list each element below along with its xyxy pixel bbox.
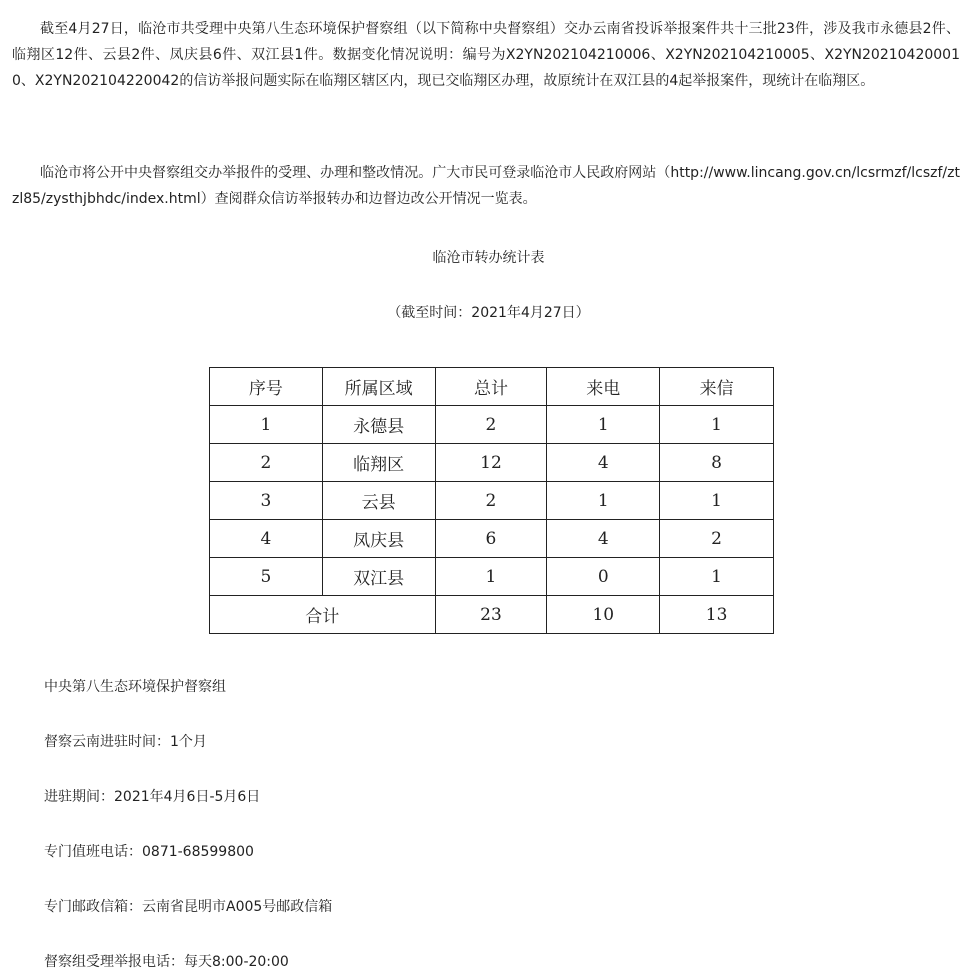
table-total-row — [210, 596, 774, 634]
hotline-value: 0871-68599800 — [142, 844, 254, 860]
group-name-text: 中央第八生态环境保护督察组 — [44, 679, 226, 695]
total-label: 合计 — [210, 596, 436, 634]
report-phone-value: 每天8:00-20:00 — [184, 954, 289, 970]
cell-region: 永德县 — [322, 406, 435, 444]
statistics-table — [209, 367, 774, 634]
cell-total: 6 — [435, 520, 547, 558]
total-calls: 10 — [547, 596, 660, 634]
cell-calls: 1 — [547, 482, 660, 520]
cell-letters: 1 — [660, 406, 774, 444]
cell-calls: 1 — [547, 406, 660, 444]
cell-calls: 4 — [547, 444, 660, 482]
report-phone-label: 督察组受理举报电话： — [44, 954, 184, 970]
table-subtitle: （截至时间：2021年4月27日） — [387, 305, 590, 321]
cell-letters: 8 — [660, 444, 774, 482]
total-sum: 23 — [435, 596, 547, 634]
cell-total: 2 — [435, 406, 547, 444]
cell-region: 临翔区 — [322, 444, 435, 482]
cell-index: 4 — [210, 520, 323, 558]
table-title: 临沧市转办统计表 — [432, 250, 545, 266]
duration-value: 1个月 — [170, 734, 207, 750]
cell-index: 2 — [210, 444, 323, 482]
cell-index: 5 — [210, 558, 323, 596]
mailbox-label: 专门邮政信箱： — [44, 899, 142, 915]
header-total: 总计 — [435, 368, 547, 406]
cell-region: 双江县 — [322, 558, 435, 596]
cell-total: 2 — [435, 482, 547, 520]
header-calls: 来电 — [547, 368, 660, 406]
cell-total: 12 — [435, 444, 547, 482]
cell-letters: 2 — [660, 520, 774, 558]
inspection-group-name — [44, 676, 226, 696]
cell-region: 云县 — [322, 482, 435, 520]
website-paragraph: 临沧市将公开中央督察组交办举报件的受理、办理和整改情况。广大市民可登录临沧市人民政府网站（http://www.lincang.gov.cn/lcsrmzf/lcszf/ztzl85/zysthjbhdc/index.html）查阅群众信访举报转办和边督边改公开情况一览表。 — [12, 165, 960, 207]
table-row — [210, 558, 774, 596]
table-row — [210, 482, 774, 520]
cell-letters: 1 — [660, 482, 774, 520]
cell-index: 1 — [210, 406, 323, 444]
cell-letters: 1 — [660, 558, 774, 596]
inspection-period — [44, 786, 260, 806]
table-header-row — [210, 368, 774, 406]
duration-label: 督察云南进驻时间： — [44, 734, 170, 750]
cell-calls: 4 — [547, 520, 660, 558]
table-row — [210, 406, 774, 444]
postal-mailbox — [44, 896, 332, 916]
hotline-label: 专门值班电话： — [44, 844, 142, 860]
hotline — [44, 841, 254, 861]
cell-calls: 0 — [547, 558, 660, 596]
period-value: 2021年4月6日-5月6日 — [114, 789, 261, 805]
inspection-duration — [44, 731, 207, 751]
mailbox-value: 云南省昆明市A005号邮政信箱 — [142, 899, 333, 915]
report-phone — [44, 951, 289, 971]
table-row — [210, 444, 774, 482]
table-row — [210, 520, 774, 558]
intro-paragraph: 截至4月27日，临沧市共受理中央第八生态环境保护督察组（以下简称中央督察组）交办云南省投诉举报案件共十三批23件，涉及我市永德县2件、临翔区12件、云县2件、凤庆县6件、双江县1件。数据变化情况说明：编号为X2YN202104210006、X2YN202104210005、X2YN202104200010、X2YN202104220042的信访举报问题实际在临翔区辖区内，现已交临翔区办理，故原统计在双江县的4起举报案件，现统计在临翔区。 — [12, 21, 960, 89]
cell-index: 3 — [210, 482, 323, 520]
header-region: 所属区域 — [322, 368, 435, 406]
total-letters: 13 — [660, 596, 774, 634]
cell-region: 凤庆县 — [322, 520, 435, 558]
cell-total: 1 — [435, 558, 547, 596]
header-letters: 来信 — [660, 368, 774, 406]
header-index: 序号 — [210, 368, 323, 406]
period-label: 进驻期间： — [44, 789, 114, 805]
